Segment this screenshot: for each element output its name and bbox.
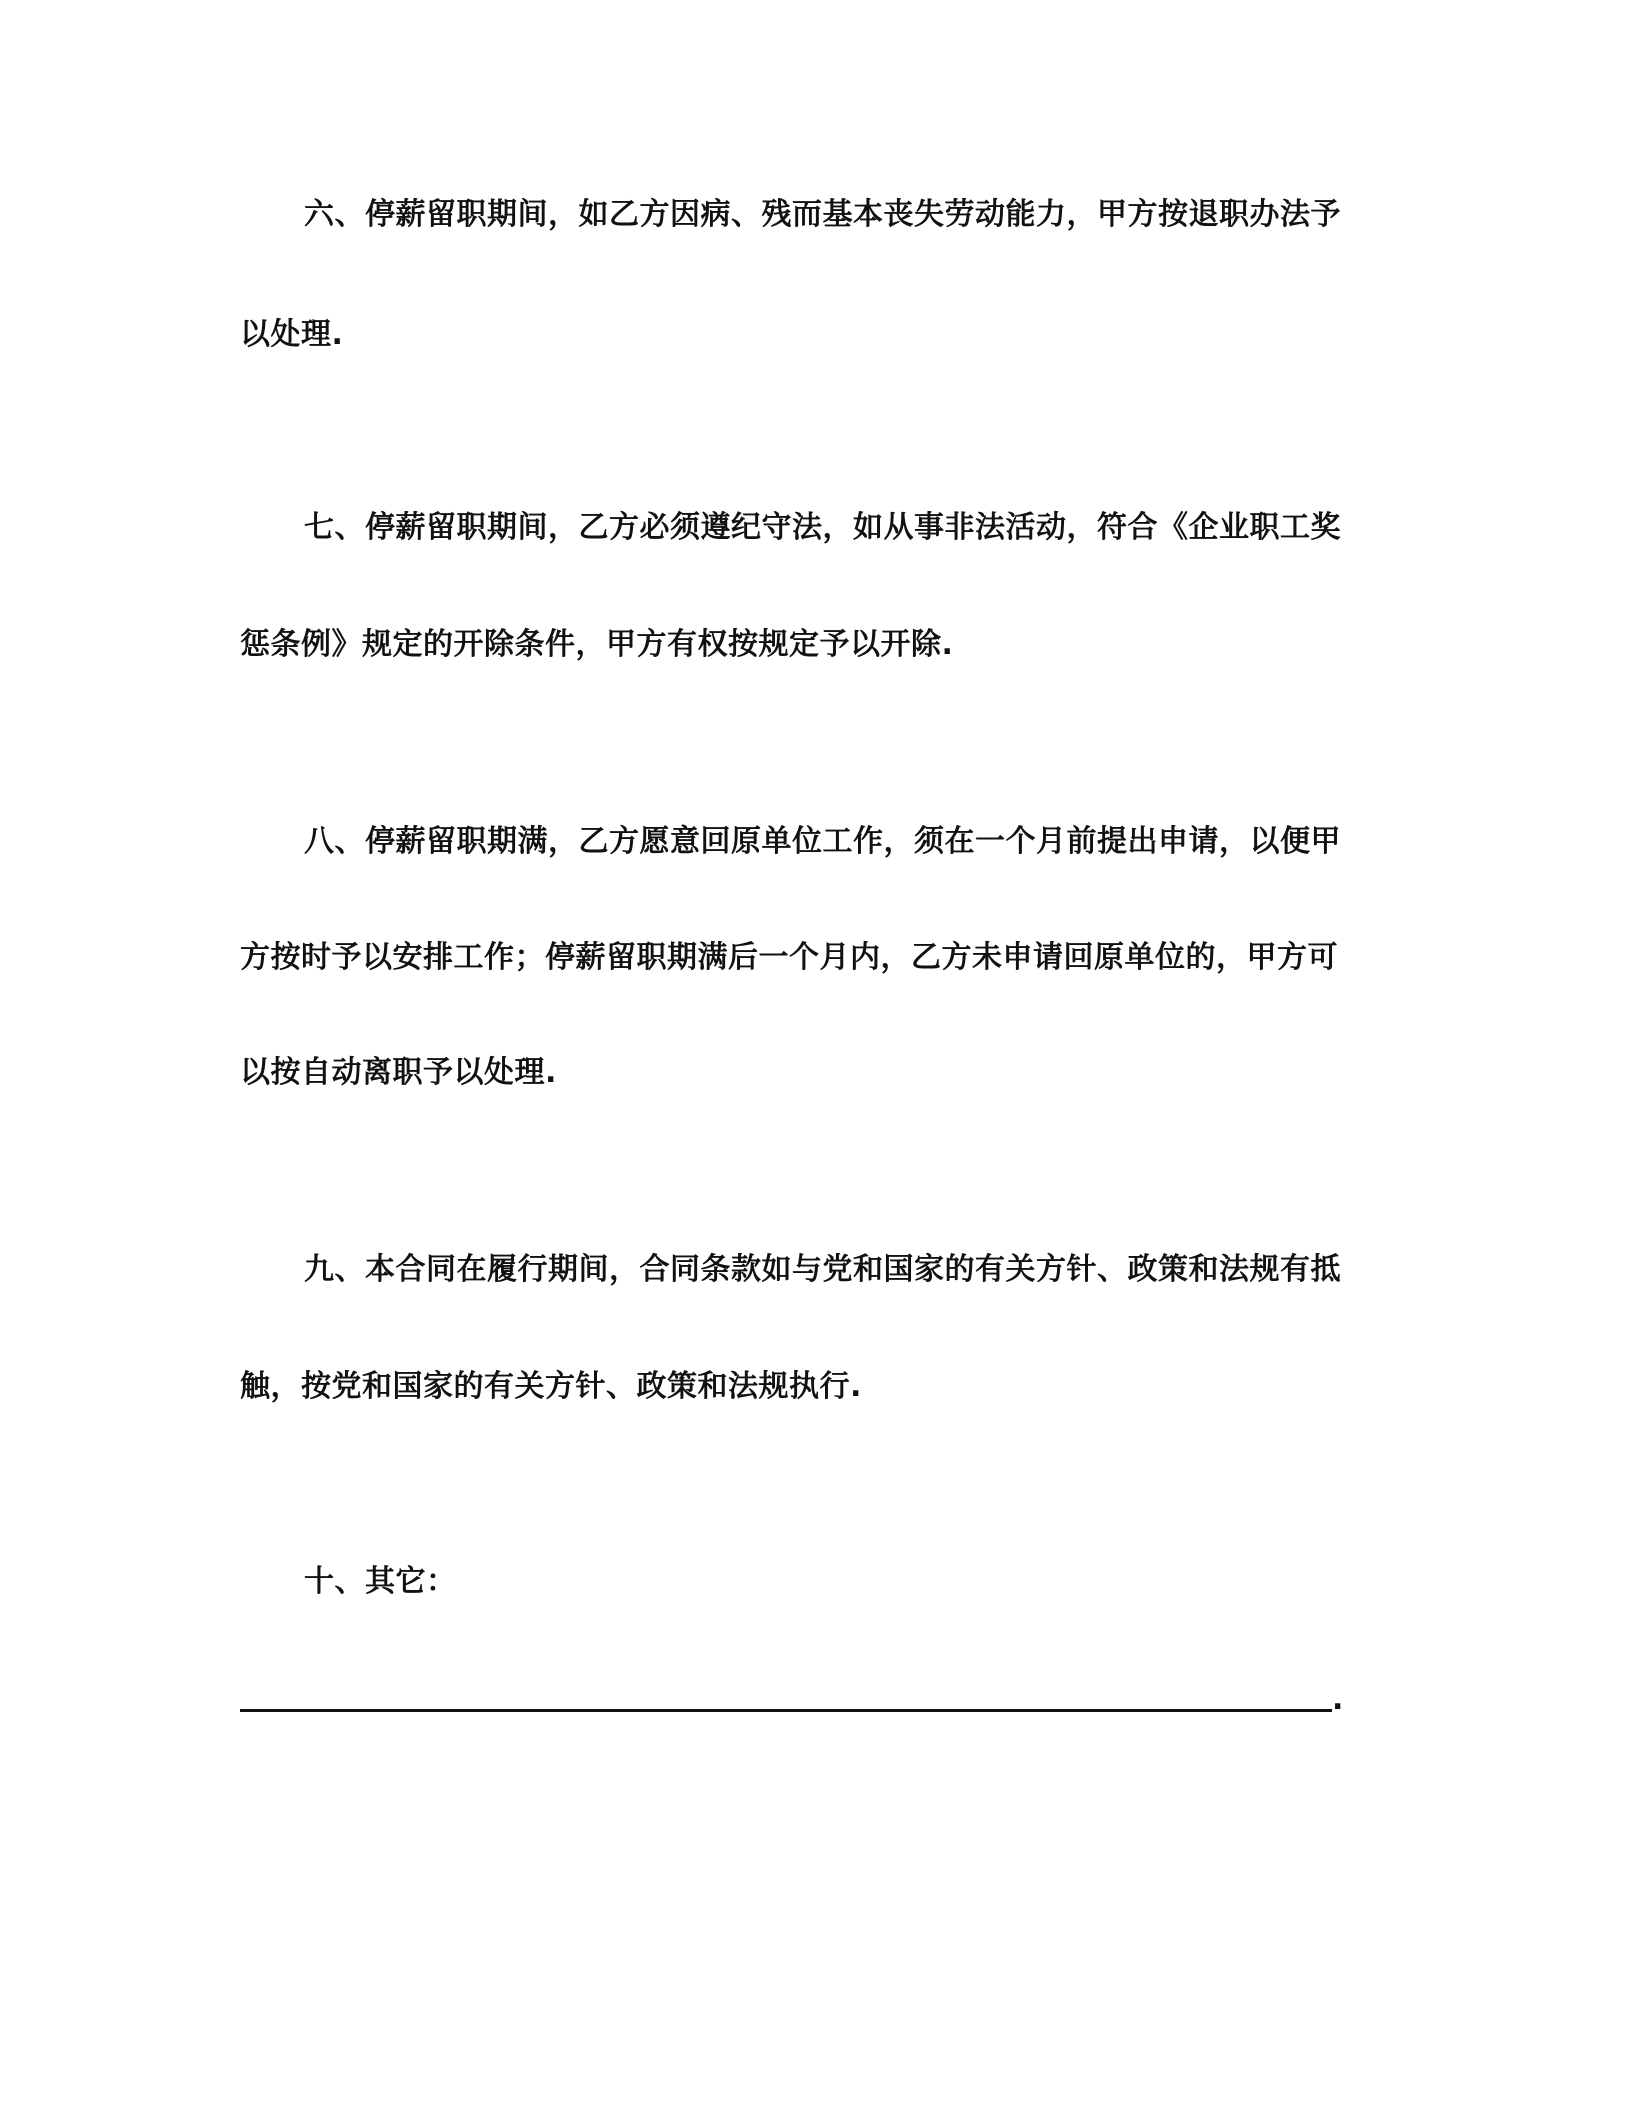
- clause-nine-line-1: 九、本合同在履行期间，合同条款如与党和国家的有关方针、政策和法规有抵: [304, 1252, 1341, 1287]
- clause-seven-line-2: 惩条例》规定的开除条件，甲方有权按规定予以开除.: [240, 627, 954, 662]
- blank-line-period: .: [1332, 1682, 1344, 1717]
- clause-eight-line-2: 方按时予以安排工作；停薪留职期满后一个月内，乙方未申请回原单位的，甲方可: [240, 940, 1338, 975]
- clause-eight-line-1: 八、停薪留职期满，乙方愿意回原单位工作，须在一个月前提出申请，以便甲: [304, 824, 1341, 859]
- clause-nine-line-2: 触，按党和国家的有关方针、政策和法规执行.: [240, 1369, 862, 1404]
- clause-six-line-2: 以处理.: [240, 317, 344, 352]
- clause-six-line-1: 六、停薪留职期间，如乙方因病、残而基本丧失劳动能力，甲方按退职办法予: [304, 197, 1341, 232]
- fill-in-underline: [240, 1709, 1332, 1712]
- clause-eight-line-3: 以按自动离职予以处理.: [240, 1055, 557, 1090]
- clause-seven-line-1: 七、停薪留职期间，乙方必须遵纪守法，如从事非法活动，符合《企业职工奖: [304, 510, 1341, 545]
- other-terms-blank-line: [240, 1680, 1343, 1720]
- clause-ten-heading: 十、其它：: [304, 1564, 457, 1599]
